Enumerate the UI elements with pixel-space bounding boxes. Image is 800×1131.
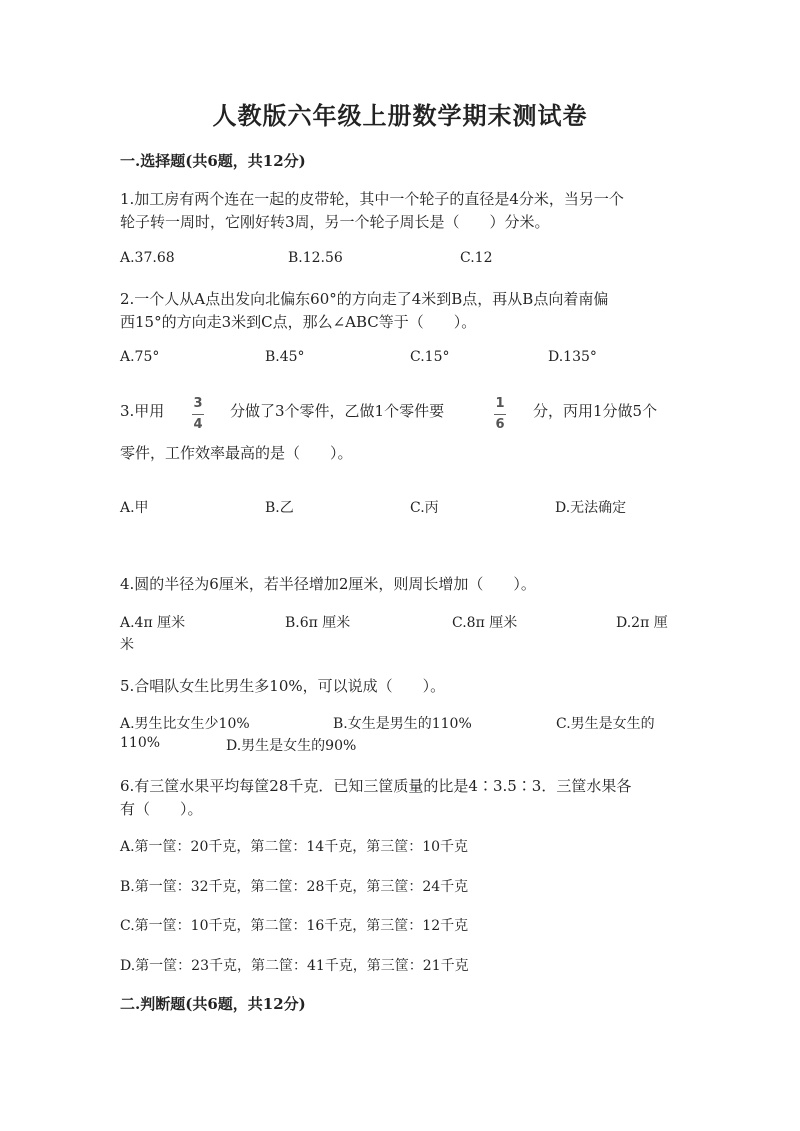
question-6-option-b: B.第一筐：32千克，第二筐：28千克，第三筐：24千克 <box>120 879 469 895</box>
question-3-option-a: A.甲 <box>120 500 149 516</box>
fraction-numerator: 3 <box>193 396 203 411</box>
question-3-option-b: B.乙 <box>265 500 294 516</box>
question-5-option-a: A.男生比女生少10% <box>120 716 250 732</box>
question-1-line-1: 1.加工房有两个连在一起的皮带轮，其中一个轮子的直径是4分米，当另一个 <box>120 190 624 208</box>
question-2-option-a: A.75° <box>120 349 160 365</box>
question-5-line-1: 5.合唱队女生比男生多10%，可以说成（ ）。 <box>120 677 446 695</box>
question-2-option-b: B.45° <box>265 349 305 365</box>
question-4-options <box>120 612 680 636</box>
question-2-option-c: C.15° <box>410 349 450 365</box>
question-1-line-2: 轮子转一周时，它刚好转3周，另一个轮子周长是（ ）分米。 <box>120 213 550 231</box>
fraction-one-sixth <box>494 396 506 432</box>
question-5-options-row-2 <box>120 735 680 759</box>
question-3-part-3: 分，丙用1分做5个 <box>533 402 658 420</box>
question-6-line-1: 6.有三筐水果平均每筐28千克．已知三筐质量的比是4∶3.5∶3．三筐水果各 <box>120 777 632 795</box>
question-4-option-d-wrap: 米 <box>120 637 134 653</box>
question-3-option-d: D.无法确定 <box>555 500 627 516</box>
question-6-option-a: A.第一筐：20千克，第二筐：14千克，第三筐：10千克 <box>120 839 469 855</box>
question-5-options-row-1 <box>120 713 680 737</box>
question-3-part-1: 3.甲用 <box>120 402 165 420</box>
section-heading-choice: 一.选择题(共6题，共12分) <box>120 152 306 170</box>
question-6-option-d: D.第一筐：23千克，第二筐：41千克，第三筐：21千克 <box>120 958 469 974</box>
question-1-options <box>120 250 680 274</box>
section-heading-judgement: 二.判断题(共6题，共12分) <box>120 995 306 1013</box>
question-3-part-2: 分做了3个零件，乙做1个零件要 <box>230 402 445 420</box>
fraction-bar <box>192 414 204 415</box>
question-5-option-c-wrap: 110% <box>120 735 161 751</box>
fraction-numerator: 1 <box>495 396 505 411</box>
question-3-options <box>120 497 680 521</box>
fraction-denominator: 6 <box>495 417 505 432</box>
question-3-option-c: C.丙 <box>410 500 439 516</box>
page-title: 人教版六年级上册数学期末测试卷 <box>212 101 588 130</box>
question-5-option-d: D.男生是女生的90% <box>226 738 357 754</box>
question-2-line-1: 2.一个人从A点出发向北偏东60°的方向走了4米到B点，再从B点向着南偏 <box>120 290 609 308</box>
fraction-three-quarters <box>192 396 204 432</box>
question-5-option-c: C.男生是女生的 <box>556 716 655 732</box>
fraction-denominator: 4 <box>193 417 203 432</box>
question-6-option-c: C.第一筐：10千克，第二筐：16千克，第三筐：12千克 <box>120 918 469 934</box>
question-2-line-2: 西15°的方向走3米到C点，那么∠ABC等于（ ）。 <box>120 313 477 331</box>
question-4-line-1: 4.圆的半径为6厘米，若半径增加2厘米，则周长增加（ ）。 <box>120 575 536 593</box>
question-1-option-b: B.12.56 <box>288 250 343 266</box>
question-2-options <box>120 349 680 373</box>
question-2-option-d: D.135° <box>548 349 597 365</box>
question-5-option-b: B.女生是男生的110% <box>333 716 472 732</box>
question-4-option-b: B.6π 厘米 <box>285 615 351 631</box>
question-4-option-d: D.2π 厘 <box>616 615 668 631</box>
question-4-option-a: A.4π 厘米 <box>120 615 186 631</box>
question-6-line-2: 有（ ）。 <box>120 800 203 818</box>
fraction-bar <box>494 414 506 415</box>
question-1-option-a: A.37.68 <box>120 250 175 266</box>
question-3-line-2: 零件，工作效率最高的是（ ）。 <box>120 444 353 462</box>
question-1-option-c: C.12 <box>460 250 493 266</box>
question-4-option-c: C.8π 厘米 <box>452 615 518 631</box>
